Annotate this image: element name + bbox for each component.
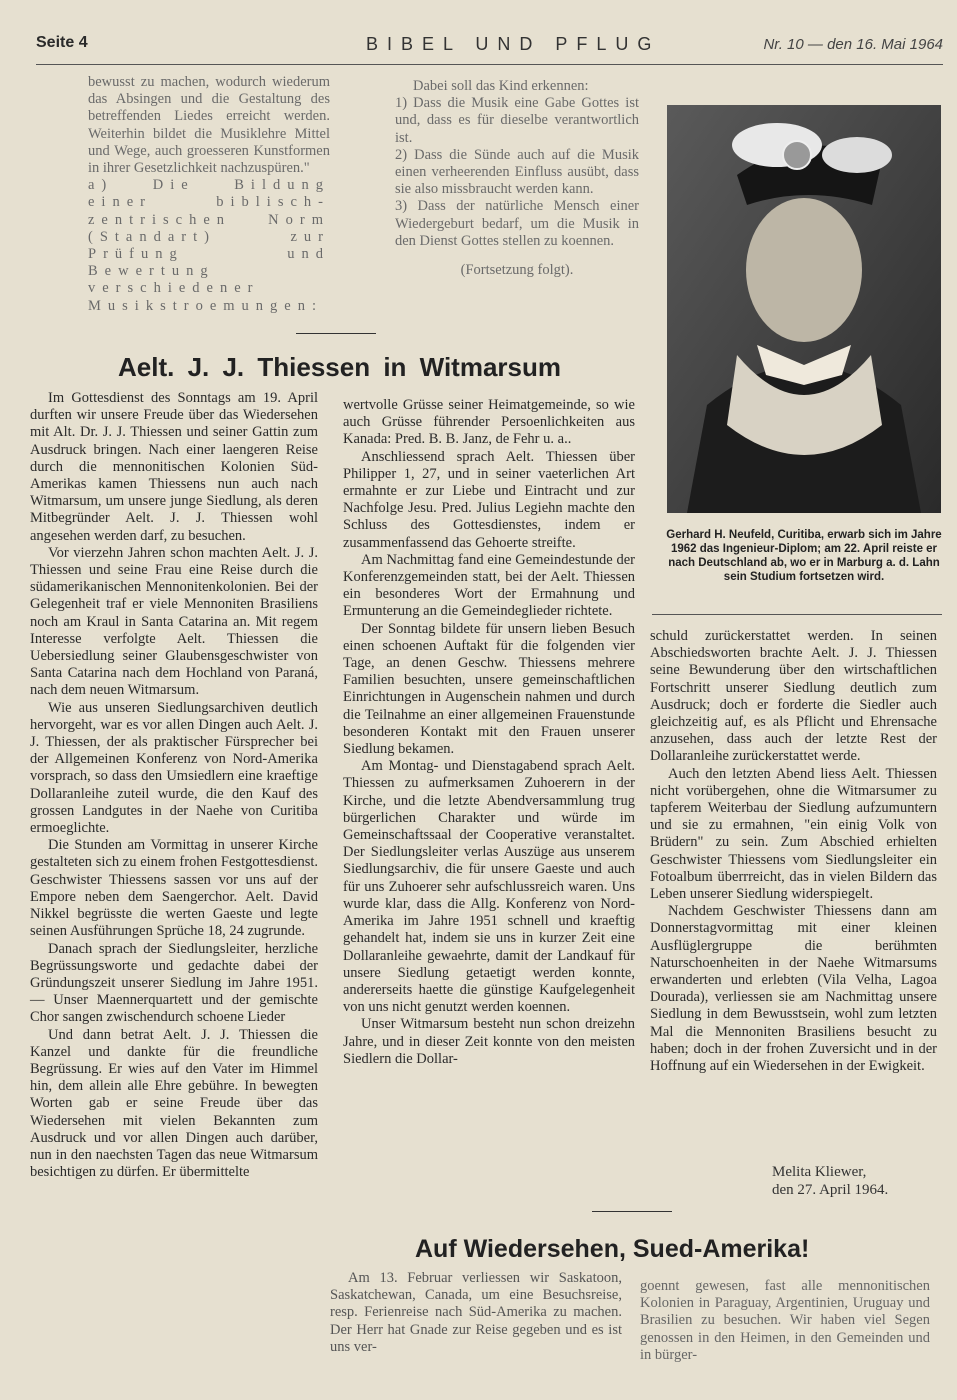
signature-date: den 27. April 1964.: [772, 1182, 889, 1198]
article-signature: [772, 1163, 888, 1199]
paragraph: Wie aus unseren Siedlungsarchiven deutlich hervorgeht, war es vor allen Dingen auch Aelt. J. J. Thiessen, der als praktischer Fürsprecher bei der Allgemeinen Konferenz von Nord-Amerika vorsprach, so dass den Umsiedlern eine kraeftige Dollaranleihe zuteil wurde, die den Kauf des grossen Landgutes in der Naehe von Curitiba ermoeglichte.: [30, 699, 318, 837]
paragraph: Am 13. Februar verliessen wir Saskatoon, Saskatchewan, Canada, um eine Besuchsreise, resp. Ferienreise nach Süd-Amerika zu machen. Der Herr hat Gnade zur Reise gegeben und es ist uns ver-: [330, 1270, 622, 1355]
page-number: Seite 4: [36, 34, 88, 51]
article-2-column-1: [330, 1270, 622, 1356]
paragraph: Anschliessend sprach Aelt. Thiessen über Philipper 1, 27, und in seiner vaeterlichen Art ermahnte er zur Liebe und Eintracht und zur Nachfolge Jesu. Pred. Julius Legiehn machte den Schluss des Gottesdienstes, indem er zusammenfassend das Gehoerte streifte.: [343, 448, 635, 551]
paragraph: Am Montag- und Dienstagabend sprach Aelt. Thiessen zu aufmerksamen Zuhoerern in der Kirche, und die letzte Abendversammlung trug bürgerlichen Charakter und würde im Gemeinschaftssaal der Cooperative veranstaltet. Der Siedlungsleiter verlas Auszüge aus unserem Siedlungsarchiv, die für unsere Gaeste und auch für uns Zuhoerer sehr aufschlussreich waren. Uns wurde klar, dass die Allg. Konferenz von Nord-Amerika im Jahre 1951 schnell und kraeftig gehandelt hat, indem sie uns in kurzer Zeit eine Dollaranleihe gewaehrte, damit der Landkauf für unsere Siedlung getaetigt werden konnte, andererseits haette die günstige Kaufgelegenheit von uns nicht genutzt werden koennen.: [343, 758, 635, 1016]
article-2-column-2: [640, 1278, 930, 1364]
continuation-text: bewusst zu machen, wodurch wiederum das Absingen und die Gestaltung des betreffenden Liedes erreicht werden. Weiterhin bildet die Musiklehre Mittel und Wege, auch groesseren Kunstformen in ihrer Gesetzlichkeit nachzuspüren.": [88, 74, 330, 177]
portrait-photo: [667, 105, 941, 513]
article-column-3: [650, 628, 937, 1075]
continuation-column-2: [395, 78, 639, 279]
paragraph: Unser Witmarsum besteht nun schon dreizehn Jahre, und in dieser Zeit konnte von den meisten Siedlern die Dollar-: [343, 1016, 635, 1067]
paragraph: Im Gottesdienst des Sonntags am 19. April durften wir unsere Freude über das Wiedersehen mit Alt. Dr. J. J. Thiessen und seiner Gattin zum Ausdruck bringen. Nach einer laengeren Reise durch die mennonitischen Kolonien Süd-Amerikas kamen Thiessens nun auch nach Witmarsum, um unsere junge Siedlung, als deren Mitbegründer Aelt. J. J. Thiessen wohl angesehen werden darf, zu besuchen.: [30, 390, 318, 544]
paragraph: Am Nachmittag fand eine Gemeindestunde der Konferenzgemeinden statt, bei der Aelt. Thiessen ein besonderes Wort der Ermahnung und Ermunterung an die Gemeindeglieder richtete.: [343, 551, 635, 620]
paragraph: Auch den letzten Abend liess Aelt. Thiessen nicht vorübergehen, ohne die Witmarsumer zu tapferem Weiterbau der Siedlung aufzumuntern und sie zu ermahnen, "ein einig Volk von Brüdern" zu sein. Zum Abschied erhielten Geschwister Thiessens vom Siedlungsleiter ein Fotoalbum überrreicht, das in vielen Bildern das Leben unserer Siedlung widerspiegelt.: [650, 765, 937, 903]
paragraph: Danach sprach der Siedlungsleiter, herzliche Begrüssungsworte und gedachte dabei der Gründungszeit unserer Siedlung im Jahre 1951. — Unser Maennerquartett und der gemischte Chor sangen zwischendurch schoene Lieder: [30, 940, 318, 1026]
paragraph: Vor vierzehn Jahren schon machten Aelt. J. J. Thiessen und seine Frau eine Reise durch die südamerikanischen Mennonitenkolonien. Bei der Gelegenheit traf er viele Mennoniten Brasiliens noch am Kraul in Santa Catarina an. Mit regem Interesse verfolgte Aelt. Thiessen die Uebersiedlung seiner Glaubensgeschwister von Santa Catarina nach dem Hochland von Paraná, nach dem neuen Witmarsum.: [30, 544, 318, 699]
paragraph: Der Sonntag bildete für unsern lieben Besuch einen schoenen Auftakt für die folgenden vier Tage, an denen Geschw. Thiessens mehrere Familien besuchten, unsere gemeinschaftlichen Einrichtungen in Augenschein nahmen und durch die Teilnahme an einer allgemeinen Frauenstunde besonderen Kontakt mit den Frauen unserer Siedlung bekamen.: [343, 620, 635, 758]
continuation-item-2: 2) Dass die Sünde auch auf die Musik einen verheerenden Einfluss ausübt, dass sie also missbraucht werden kann.: [395, 146, 639, 198]
continuation-item-3: 3) Dass der natürliche Mensch einer Wiedergeburt bedarf, um die Musik in den Dienst Gottes stellen zu koennen.: [395, 198, 639, 249]
continuation-column-1: [88, 74, 330, 315]
caption-rule: [652, 614, 942, 615]
portrait-illustration: [667, 105, 941, 513]
section-divider-2: [592, 1211, 672, 1212]
article-column-1: [30, 390, 318, 1181]
page-header: [36, 34, 943, 60]
publication-title: BIBEL UND PFLUG: [366, 34, 661, 54]
article-2-headline: Auf Wiedersehen, Sued-Amerika!: [415, 1235, 810, 1263]
paragraph: wertvolle Grüsse seiner Heimatgemeinde, so wie auch Grüsse führender Persoenlichkeiten aus Kanada: Pred. B. B. Janz, de Fehr u. a..: [343, 397, 635, 448]
issue-date: Nr. 10 — den 16. Mai 1964: [763, 36, 943, 53]
continuation-note: (Fortsetzung folgt).: [460, 262, 574, 279]
paragraph: Und dann betrat Aelt. J. J. Thiessen die Kanzel und dankte für die freundliche Begrüssung. Er wies auf den Vater im Himmel hin, dem allein alle Ehre gebühre. In bewegten Worten gab er seine Freude über das Wiedersehen mit vielen Bekannten zum Ausdruck und vor allen Dingen auch darüber, nun in den naechsten Tagen das neue Witmarsum besichtigen zu dürfen. Er übermittelte: [30, 1026, 318, 1181]
section-divider: [296, 333, 376, 334]
article-column-2: [343, 397, 635, 1068]
photo-caption: Gerhard H. Neufeld, Curitiba, erwarb sich im Jahre 1962 das Ingenieur-Diplom; am 22. April reiste er nach Deutschland ab, wo er in Marburg a. d. Lahn sein Studium fortsetzen wird.: [666, 529, 942, 583]
paragraph: goennt gewesen, fast alle mennonitischen Kolonien in Paraguay, Argentinien, Uruguay und Brasilien zu besuchen. Wir haben viel Segen genossen in den Heimen, in den Gemeinden und in bürger-: [640, 1278, 930, 1363]
header-rule: [36, 64, 943, 65]
signature-name: Melita Kliewer,: [772, 1164, 867, 1180]
article-headline: Aelt. J. J. Thiessen in Witmarsum: [118, 352, 561, 382]
paragraph: Nachdem Geschwister Thiessens dann am Donnerstagvormittag mit einer kleinen Ausflüglergruppe die berühmten Naturschoenheiten in der Naehe Witmarsums erwanderten und erlebten (Vila Velha, Lagoa Dourada), verliessen sie am Nachmittag unsere Siedlung in dem Bewusstsein, wohl zum letzten Mal die Mennoniten Brasiliens besucht zu haben; doch in der frohen Zuversicht und in der Hoffnung auf ein Wiedersehen in der Ewigkeit.: [650, 903, 937, 1075]
paragraph: schuld zurückerstattet werden. In seinen Abschiedsworten brachte Aelt. J. J. Thiessen seine Bewunderung über den wirtschaftlichen Fortschritt unserer Siedlung deutlich zum Ausdruck; doch er forderte die Siedler auch gleichzeitig auf, es als Pflicht und Ehrensache anzusehen, dass auch der letzte Rest der Dollaranleihe zurückerstattet werde.: [650, 628, 937, 765]
paragraph: Die Stunden am Vormittag in unserer Kirche gestalteten sich zu einem frohen Festgottesdienst. Geschwister Thiessens sassen vor uns auf der Empore neben dem Saengerchor. Aelt. David Nikkel begrüsste die werten Gaeste und legte seinen Ausführungen Sprüche 18, 24 zugrunde.: [30, 837, 318, 940]
continuation-intro: Dabei soll das Kind erkennen:: [413, 78, 589, 94]
continuation-item-1: 1) Dass die Musik eine Gabe Gottes ist und, dass es für dieselbe verantwortlich ist.: [395, 95, 639, 146]
continuation-item-a: a) Die Bildung einer biblisch-zentrischen Norm (Standart) zur Prüfung und Bewertung verschiedener Musikstroemungen:: [88, 177, 330, 314]
